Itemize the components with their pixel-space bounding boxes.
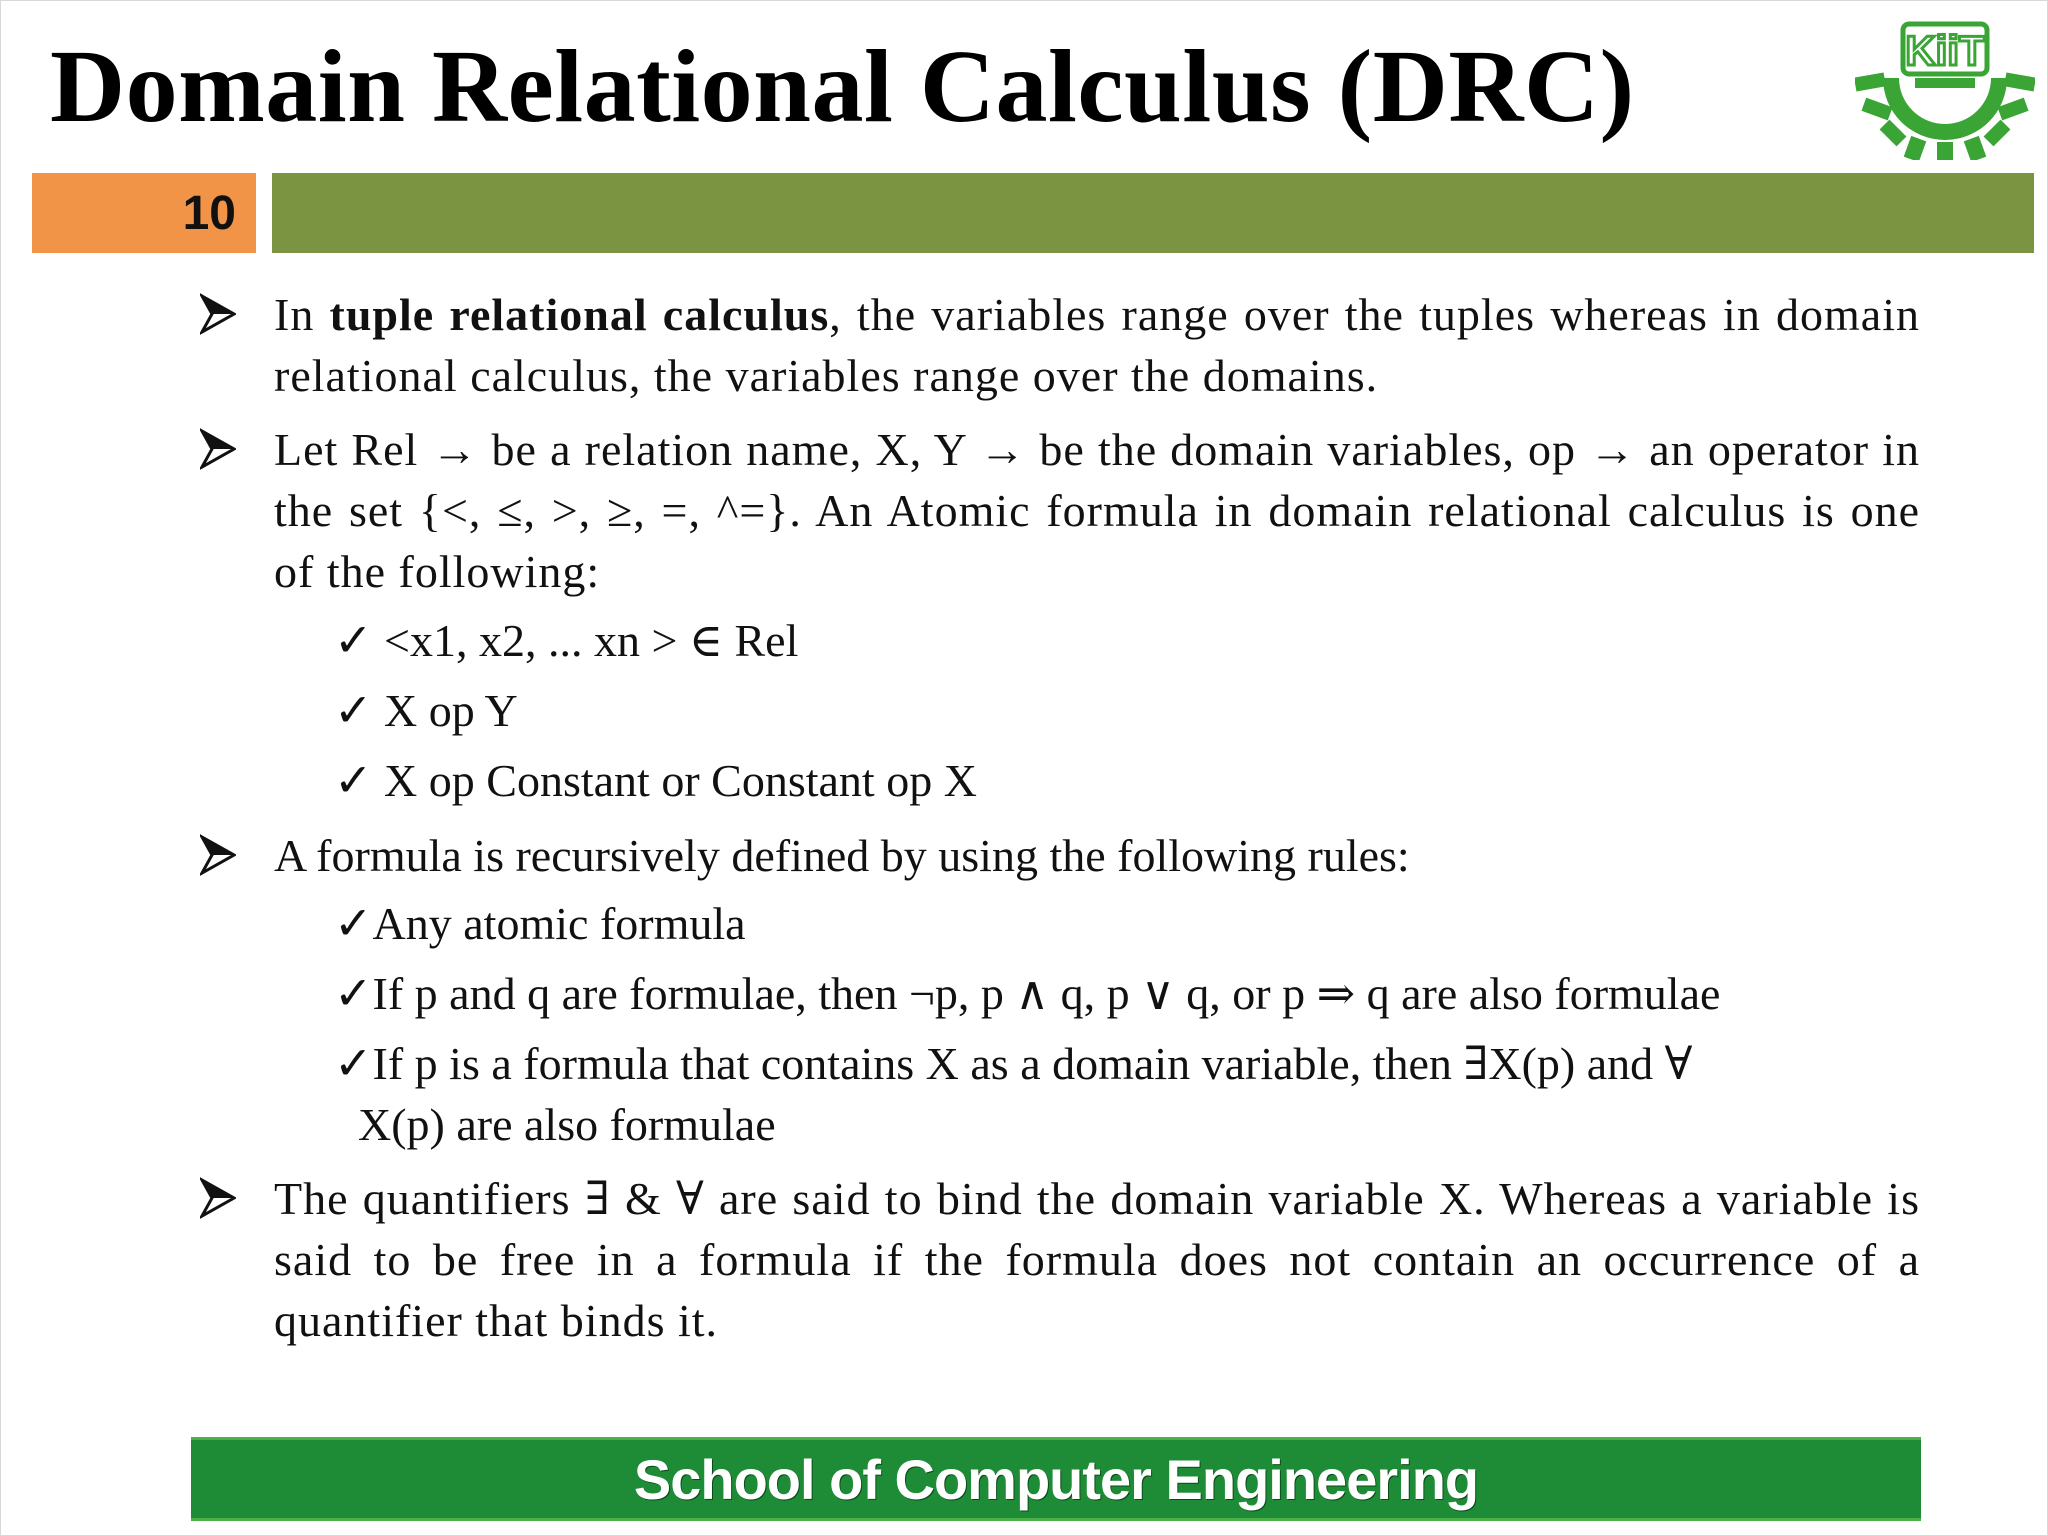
arrow-bullet-icon	[200, 1176, 236, 1220]
arrow-bullet-icon	[200, 427, 236, 471]
bullet-2-text: Let Rel → be a relation name, X, Y → be the domain variables, op → an operator in the set {<, ≤, >, ≥, =, ^=}. An Atomic formula in domain relational calculus is one of the following:	[274, 424, 1920, 597]
rule-item-3-line-2: X(p) are also formulae	[358, 1099, 776, 1150]
bullet-3-text: A formula is recursively defined by using the following rules:	[274, 830, 1410, 881]
bullet-1-text: In tuple relational calculus, the variables range over the tuples whereas in domain relational calculus, the variables range over the domains.	[274, 289, 1920, 401]
atomic-item-3: ✓ X op Constant or Constant op X	[334, 755, 977, 806]
svg-text:KiiT: KiiT	[1905, 27, 1985, 74]
bullet-3	[200, 825, 1920, 886]
rule-item-2: ✓If p and q are formulae, then ¬p, p ∧ q, p ∨ q, or p ⇒ q are also formulae	[334, 968, 1721, 1019]
rule-item-3-line-1: ✓If p is a formula that contains X as a domain variable, then ∃X(p) and ∀	[334, 1038, 1693, 1089]
rule-item-1: ✓Any atomic formula	[334, 898, 746, 949]
slide-number: 10	[182, 187, 236, 240]
bullet-1	[200, 284, 1920, 406]
rule-item-3	[334, 1033, 1894, 1155]
atomic-item-2: ✓ X op Y	[334, 685, 518, 736]
bullet-4-text: The quantifiers ∃ & ∀ are said to bind the domain variable X. Whereas a variable is said to be free in a formula if the formula does not contain an occurrence of a quantifier that binds it.	[274, 1173, 1920, 1346]
bullet-4	[200, 1168, 1920, 1351]
bold-term: tuple relational calculus	[329, 289, 830, 340]
footer-bar	[191, 1437, 1921, 1521]
slide-title: Domain Relational Calculus (DRC)	[50, 29, 1635, 144]
arrow-bullet-icon	[200, 833, 236, 877]
arrow-bullet-icon	[200, 292, 236, 336]
footer-text: School of Computer Engineering	[633, 1448, 1479, 1511]
atomic-item-1: ✓ <x1, x2, ... xn > ∈ Rel	[334, 615, 799, 666]
bullet-2	[200, 419, 1920, 602]
